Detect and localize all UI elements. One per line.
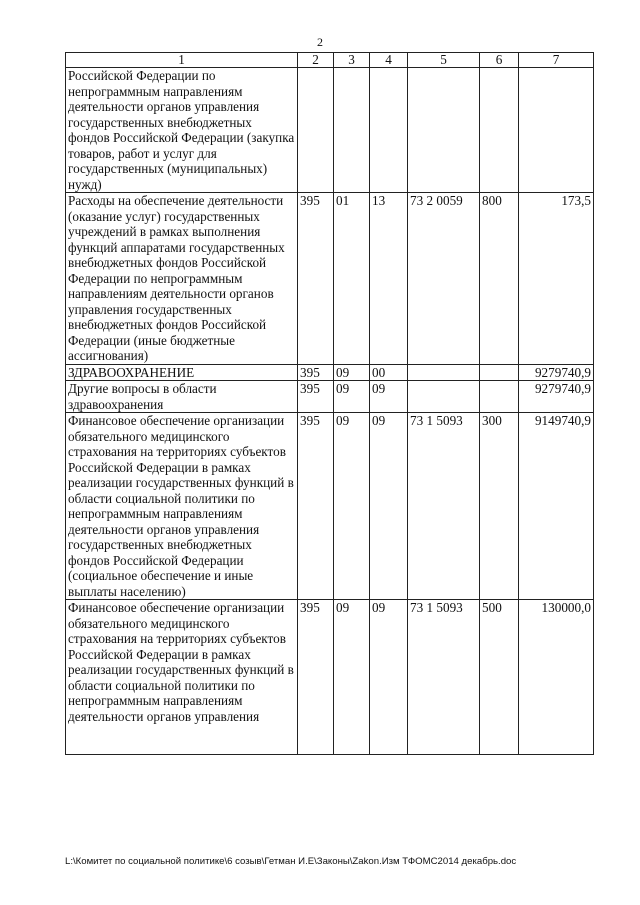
cell-col7: 9279740,9 xyxy=(519,381,594,413)
cell-col5: 73 1 5093 xyxy=(408,600,480,755)
row-name-text: Финансовое обеспечение организации обязательного медицинского страхования на территориях субъектов Российской Федерации в рамках реализации государственных функций в области социальной политики по непрограммным направлениям деятельности органов управления xyxy=(68,600,294,724)
cell-col7: 9279740,9 xyxy=(519,364,594,381)
cell-col3: 01 xyxy=(334,193,370,365)
cell-col6 xyxy=(480,68,519,193)
row-name xyxy=(66,600,298,755)
column-header: 3 xyxy=(334,53,370,68)
cell-col2 xyxy=(298,68,334,193)
row-name: ЗДРАВООХРАНЕНИЕ xyxy=(66,364,298,381)
header-row xyxy=(66,53,594,68)
column-header: 7 xyxy=(519,53,594,68)
table-row xyxy=(66,68,594,193)
table-row xyxy=(66,381,594,413)
cell-col7 xyxy=(519,68,594,193)
cell-col2: 395 xyxy=(298,600,334,755)
cell-col5 xyxy=(408,364,480,381)
cell-col6: 300 xyxy=(480,413,519,600)
cell-col2: 395 xyxy=(298,381,334,413)
cell-col6 xyxy=(480,364,519,381)
table-row xyxy=(66,600,594,755)
row-name: Расходы на обеспечение деятельности (оказание услуг) государственных учреждений в рамках выполнения функций аппаратами государственных внебюджетных фондов Российской Федерации по непрограммным направлениям деятельности органов управления государственных внебюджетных фондов Российской Федерации (иные бюджетные ассигнования) xyxy=(66,193,298,365)
cell-col4: 13 xyxy=(370,193,408,365)
cell-col2: 395 xyxy=(298,364,334,381)
cell-col7: 130000,0 xyxy=(519,600,594,755)
cell-col4: 09 xyxy=(370,600,408,755)
column-header: 6 xyxy=(480,53,519,68)
cell-col7: 173,5 xyxy=(519,193,594,365)
cell-col5: 73 2 0059 xyxy=(408,193,480,365)
row-name: Другие вопросы в области здравоохранения xyxy=(66,381,298,413)
budget-table xyxy=(65,52,594,755)
cell-col3: 09 xyxy=(334,600,370,755)
row-name: Российской Федерации по непрограммным направлениям деятельности органов управления государственных внебюджетных фондов Российской Федерации (закупка товаров, работ и услуг для государственных (муниципальных) нужд) xyxy=(66,68,298,193)
footer-file-path: L:\Комитет по социальной политике\6 созыв\Гетман И.Е\Законы\Zakon.Изм ТФОМС2014 декабрь.doc xyxy=(65,856,517,867)
cell-col4: 00 xyxy=(370,364,408,381)
column-header: 2 xyxy=(298,53,334,68)
cell-col5: 73 1 5093 xyxy=(408,413,480,600)
cell-col4: 09 xyxy=(370,413,408,600)
page-number: 2 xyxy=(317,35,323,49)
cell-col3: 09 xyxy=(334,381,370,413)
cell-col5 xyxy=(408,381,480,413)
cell-col2: 395 xyxy=(298,193,334,365)
cell-col4: 09 xyxy=(370,381,408,413)
cell-col3: 09 xyxy=(334,413,370,600)
cell-col3: 09 xyxy=(334,364,370,381)
cell-col6: 800 xyxy=(480,193,519,365)
column-header: 5 xyxy=(408,53,480,68)
row-name: Финансовое обеспечение организации обязательного медицинского страхования на территориях субъектов Российской Федерации в рамках реализации государственных функций в области социальной политики по непрограммным направлениям деятельности органов управления государственных внебюджетных фондов Российской Федерации (социальное обеспечение и иные выплаты населению) xyxy=(66,413,298,600)
column-header: 1 xyxy=(66,53,298,68)
cell-col7: 9149740,9 xyxy=(519,413,594,600)
empty-space xyxy=(68,724,295,754)
cell-col2: 395 xyxy=(298,413,334,600)
cell-col6: 500 xyxy=(480,600,519,755)
column-header: 4 xyxy=(370,53,408,68)
table-row xyxy=(66,193,594,365)
cell-col4 xyxy=(370,68,408,193)
cell-col5 xyxy=(408,68,480,193)
table-row xyxy=(66,413,594,600)
cell-col6 xyxy=(480,381,519,413)
table-row xyxy=(66,364,594,381)
cell-col3 xyxy=(334,68,370,193)
